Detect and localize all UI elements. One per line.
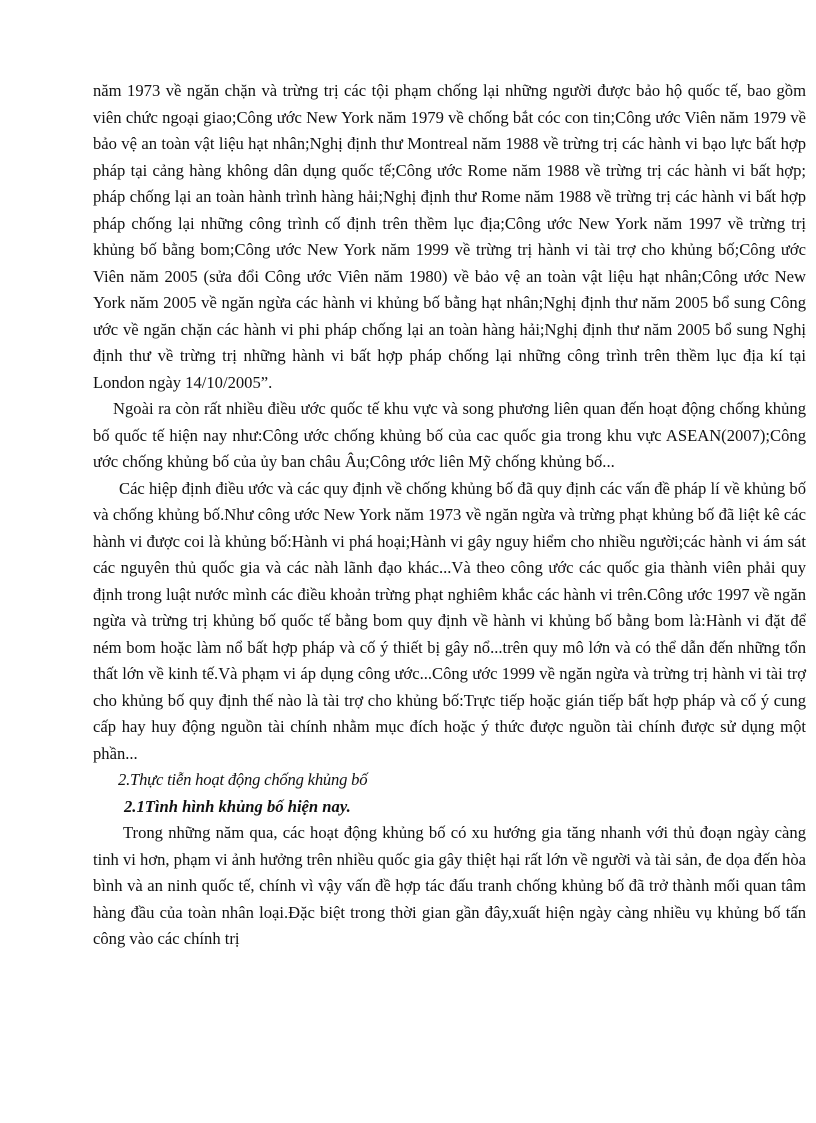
paragraph-regional-treaties: Ngoài ra còn rất nhiều điều ước quốc tế khu vực và song phương liên quan đến hoạt động chống khủng bố quốc tế hiện nay như:Công ước chống khủng bố của cac quốc gia trong khu vực ASEAN(2007);Công ước chống khủng bố của ủy ban châu Âu;Công ước liên Mỹ chống khủng bố...: [93, 399, 806, 471]
section-heading: 2.Thực tiễn hoạt động chống khủng bố: [118, 770, 368, 789]
subsection-heading: 2.1Tình hình khủng bố hiện nay.: [124, 796, 351, 816]
paragraph-legal-provisions: Các hiệp định điều ước và các quy định về chống khủng bố đã quy định các vấn đề pháp lí về khủng bố và chống khủng bố.Như công ước New York năm 1973 về ngăn ngừa và trừng phạt khủng bố đã liệt kê các hành vi được coi là khủng bố:Hành vi phá hoại;Hành vi gây nguy hiểm cho nhiều người;các hành vi ám sát các nguyên thủ quốc gia và các nàh lãnh đạo khác...Và theo công ước các quốc gia thành viên phải quy định trong luật nước mình các điều khoản trừng phạt nghiêm khắc các hành vi trên.Công ước 1997 về ngăn ngừa và trừng trị khủng bố quốc tế bằng bom quy định về hành vi khủng bố bằng bom là:Hành vi đặt để ném bom hoặc làm nổ bất hợp pháp và cố ý thiết bị gây nổ...trên quy mô lớn và có thể dẫn đến những tổn thất lớn về kinh tế.Và phạm vi áp dụng công ước...Công ước 1999 về ngăn ngừa và trừng trị hành vi tài trợ cho khủng bố quy định thế nào là tài trợ cho khủng bố:Trực tiếp hoặc gián tiếp bất hợp pháp và cố ý cung cấp hay huy động nguồn tài chính nhằm mục đích hoặc ý thức được nguồn tài chính được sử dụng một phần...: [93, 478, 806, 763]
paragraph-current-situation: Trong những năm qua, các hoạt động khủng bố có xu hướng gia tăng nhanh với thủ đoạn ngày càng tinh vi hơn, phạm vi ảnh hưởng trên nhiều quốc gia gây thiệt hại rất lớn về người và tài sản, đe dọa đến hòa bình và an ninh quốc tế, chính vì vậy vấn đề hợp tác đấu tranh chống khủng bố đã trở thành mối quan tâm hàng đầu của toàn nhân loại.Đặc biệt trong thời gian gần đây,xuất hiện ngày càng nhiều vụ khủng bố tấn công vào các chính trị: [93, 823, 806, 948]
paragraph-treaties-list: năm 1973 về ngăn chặn và trừng trị các tội phạm chống lại những người được bảo hộ quốc tế, bao gồm viên chức ngoại giao;Công ước New York năm 1979 về chống bắt cóc con tin;Công ước Viên năm 1979 về bảo vệ an toàn vật liệu hạt nhân;Nghị định thư Montreal năm 1988 về trừng trị các hành vi bạo lực bất hợp pháp tại cảng hàng không dân dụng quốc tế;Công ước Rome năm 1988 về trừng trị các hành vi bất hợp; pháp chống lại an toàn hành trình hàng hải;Nghị định thư Rome năm 1988 về trừng trị các hành vi bất hợp pháp chống lại những công trình cố định trên thềm lục địa;Công ước New York năm 1997 về trừng trị khủng bố bằng bom;Công ước New York năm 1999 về trừng trị hành vi tài trợ cho khủng bố;Công ước Viên năm 2005 (sửa đổi Công ước Viên năm 1980) về bảo vệ an toàn vật liệu hạt nhân;Công ước New York năm 2005 về ngăn ngừa các hành vi khủng bố bằng hạt nhân;Nghị định thư năm 2005 bổ sung Công ước về ngăn chặn các hành vi phi pháp chống lại an toàn hàng hải;Nghị định thư năm 2005 bổ sung Nghị định thư về trừng trị những hành vi bất hợp pháp chống lại những công trình trên thềm lục địa kí tại London ngày 14/10/2005”.: [93, 81, 806, 392]
document-page: [93, 78, 806, 953]
